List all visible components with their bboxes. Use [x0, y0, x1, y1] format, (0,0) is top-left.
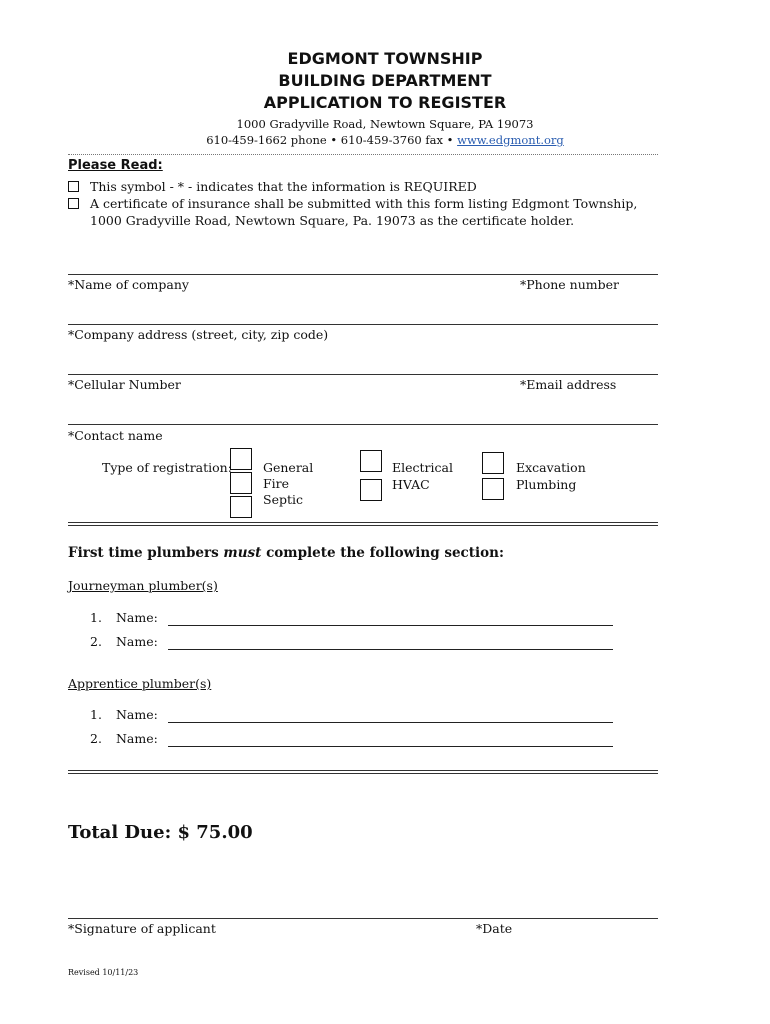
fire-checkbox[interactable] [230, 472, 252, 494]
septic-checkbox[interactable] [230, 496, 252, 518]
excavation-checkbox[interactable] [482, 452, 504, 474]
apprentice-row-1 [90, 707, 158, 722]
cellular-number-label: *Cellular Number [68, 377, 181, 392]
apprentice-heading: Apprentice plumber(s) [68, 676, 212, 691]
header-contact [0, 132, 770, 148]
journeyman-heading: Journeyman plumber(s) [68, 578, 218, 593]
company-address-label: *Company address (street, city, zip code) [68, 327, 329, 342]
row-number: 1. [90, 707, 102, 722]
reg-label-hvac: HVAC [392, 477, 430, 492]
journeyman-row-2 [90, 634, 158, 649]
signature-label: *Signature of applicant [68, 921, 216, 936]
read-item-required [68, 178, 668, 195]
header-divider [68, 154, 658, 155]
phone-number-label: *Phone number [520, 277, 619, 292]
name-label: Name: [115, 610, 158, 625]
hvac-checkbox[interactable] [360, 479, 382, 501]
date-label: *Date [476, 921, 513, 936]
plumbers-section-title [68, 545, 504, 561]
township-title: EDGMONT TOWNSHIP [287, 49, 483, 68]
apprentice-name-1-field[interactable] [168, 722, 613, 723]
field-line-cell [68, 374, 658, 375]
general-checkbox[interactable] [230, 448, 252, 470]
form-title: APPLICATION TO REGISTER [263, 93, 507, 112]
document-header [0, 48, 770, 148]
title-pre: First time plumbers [68, 545, 219, 561]
read-item-insurance [68, 195, 668, 229]
row-number: 2. [90, 634, 102, 649]
plumbing-checkbox[interactable] [482, 478, 504, 500]
email-address-label: *Email address [520, 377, 617, 392]
contact-name-label: *Contact name [68, 428, 163, 443]
apprentice-name-2-field[interactable] [168, 746, 613, 747]
field-line-company [68, 274, 658, 275]
reg-label-excavation: Excavation [516, 460, 586, 475]
electrical-checkbox[interactable] [360, 450, 382, 472]
reg-label-septic: Septic [263, 492, 303, 507]
header-address: 1000 Gradyville Road, Newtown Square, PA 19073 [236, 117, 534, 131]
row-number: 2. [90, 731, 102, 746]
name-label: Name: [115, 634, 158, 649]
name-label: Name: [115, 731, 158, 746]
read-item-text: A certificate of insurance shall be submitted with this form listing Edgmont Township, 1000 Gradyville Road, Newtown Square, Pa. 19073 as the certificate holder. [90, 196, 638, 228]
apprentice-row-2 [90, 731, 158, 746]
website-link[interactable]: www.edgmont.org [457, 133, 564, 147]
reg-label-general: General [263, 460, 314, 475]
journeyman-name-2-field[interactable] [168, 649, 613, 650]
title-post: complete the following section: [266, 545, 504, 561]
reg-label-plumbing: Plumbing [516, 477, 577, 492]
journeyman-row-1 [90, 610, 158, 625]
total-due: Total Due: $ 75.00 [68, 822, 253, 843]
field-line-contact [68, 424, 658, 425]
signature-line [68, 918, 658, 919]
department-title: BUILDING DEPARTMENT [278, 71, 492, 90]
checkbox-bullet-icon [68, 181, 79, 192]
registration-type-label: Type of registration: [102, 460, 232, 475]
phone-fax-text: 610-459-1662 phone • 610-459-3760 fax • [206, 133, 454, 147]
name-label: Name: [115, 707, 158, 722]
company-name-label: *Name of company [68, 277, 189, 292]
title-emphasis: must [223, 545, 262, 561]
field-line-address [68, 324, 658, 325]
reg-label-fire: Fire [263, 476, 290, 491]
revised-date: Revised 10/11/23 [68, 968, 139, 977]
section-divider [68, 522, 658, 526]
section-divider-2 [68, 770, 658, 774]
checkbox-bullet-icon [68, 198, 79, 209]
journeyman-name-1-field[interactable] [168, 625, 613, 626]
read-item-text: This symbol - * - indicates that the information is REQUIRED [90, 179, 477, 194]
reg-label-electrical: Electrical [392, 460, 453, 475]
please-read-title: Please Read: [68, 158, 163, 173]
row-number: 1. [90, 610, 102, 625]
